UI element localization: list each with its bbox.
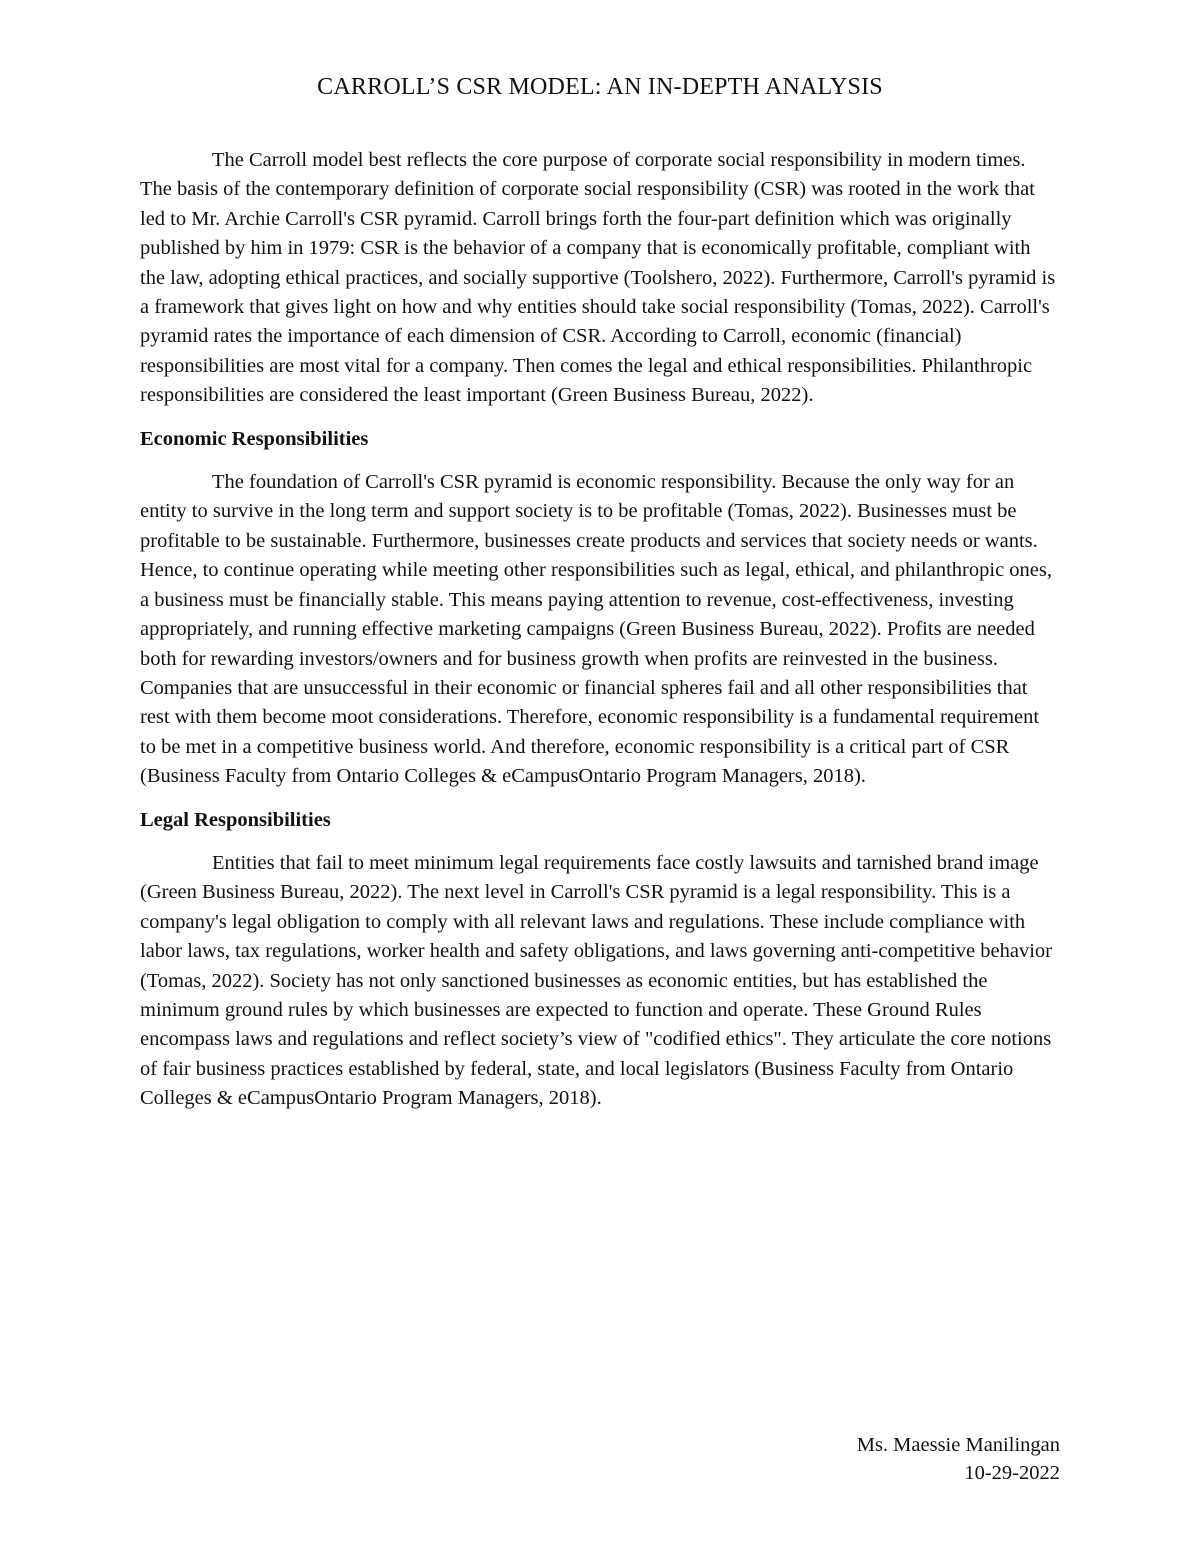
intro-paragraph: The Carroll model best reflects the core purpose of corporate social responsibility in modern times. The basis of the contemporary definition of corporate social responsibility (CSR) was rooted in the work that led to Mr. Archie Carroll's CSR pyramid. Carroll brings forth the four-part definition which was originally published by him in 1979: CSR is the behavior of a company that is economically profitable, compliant with the law, adopting ethical practices, and socially supportive (Toolshero, 2022). Furthermore, Carroll's pyramid is a framework that gives light on how and why entities should take social responsibility (Tomas, 2022). Carroll's pyramid rates the importance of each dimension of CSR. According to Carroll, economic (financial) responsibilities are most vital for a company. Then comes the legal and ethical responsibilities. Philanthropic responsibilities are considered the least important (Green Business Bureau, 2022).: [140, 149, 1056, 407]
section-body-legal: Entities that fail to meet minimum legal requirements face costly lawsuits and tarnished brand image (Green Business Bureau, 2022). The next level in Carroll's CSR pyramid is a legal responsibility. This is a company's legal obligation to comply with all relevant laws and regulations. These include compliance with labor laws, tax regulations, worker health and safety obligations, and laws governing anti-competitive behavior (Tomas, 2022). Society has not only sanctioned businesses as economic entities, but has established the minimum ground rules by which businesses are expected to function and operate. These Ground Rules encompass laws and regulations and reflect society’s view of "codified ethics". They articulate the core notions of fair business practices established by federal, state, and local legislators (Business Faculty from Ontario Colleges & eCampusOntario Program Managers, 2018).: [140, 851, 1052, 1110]
document-title: CARROLL’S CSR MODEL: AN IN-DEPTH ANALYSIS: [317, 74, 883, 100]
signature-block: [857, 1431, 1060, 1487]
document-date: 10-29-2022: [964, 1462, 1060, 1484]
section-body-economic: The foundation of Carroll's CSR pyramid is economic responsibility. Because the only way for an entity to survive in the long term and support society is to be profitable (Tomas, 2022). Businesses must be profitable to be sustainable. Furthermore, businesses create products and services that society needs or wants. Hence, to continue operating while meeting other responsibilities such as legal, ethical, and philanthropic ones, a business must be financially stable. This means paying attention to revenue, cost-effectiveness, investing appropriately, and running effective marketing campaigns (Green Business Bureau, 2022). Profits are needed both for rewarding investors/owners and for business growth when profits are reinvested in the business. Companies that are unsuccessful in their economic or financial spheres fail and all other responsibilities that rest with them become moot considerations. Therefore, economic responsibility is a fundamental requirement to be met in a competitive business world. And therefore, economic responsibility is a critical part of CSR (Business Faculty from Ontario Colleges & eCampusOntario Program Managers, 2018).: [140, 471, 1052, 788]
section-heading-legal: Legal Responsibilities: [140, 808, 331, 831]
author-name: Ms. Maessie Manilingan: [856, 1434, 1060, 1456]
section-heading-economic: Economic Responsibilities: [140, 427, 369, 450]
